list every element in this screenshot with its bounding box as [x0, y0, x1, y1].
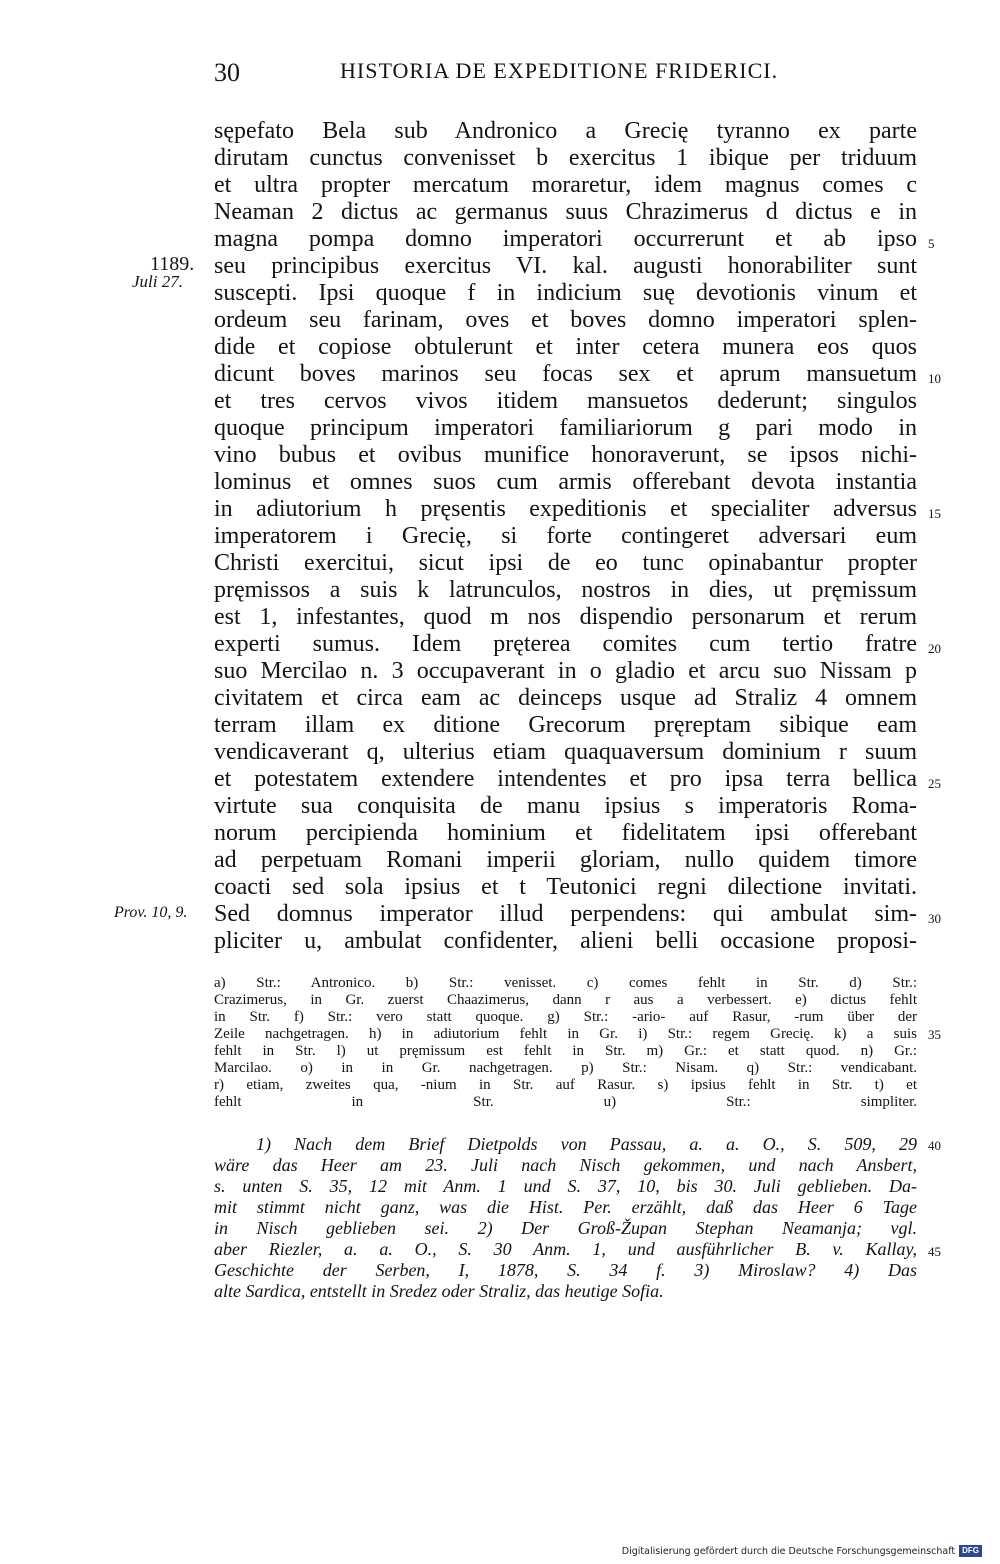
line-number: 40 [928, 1138, 941, 1153]
text-line: virtute sua conquisita de manu ipsius s imperatoris Roma- [214, 793, 917, 819]
footnote-line: alte Sardica, entstellt in Sredez oder Straliz, das heutige Sofia. [214, 1281, 664, 1301]
digitization-credit [622, 1545, 982, 1557]
margin-year: 1189. [150, 253, 195, 275]
apparatus-line: r) etiam, zweites qua, -nium in Str. auf Rasur. s) ipsius fehlt in Str. t) et [214, 1077, 917, 1093]
running-title: HISTORIA DE EXPEDITIONE FRIDERICI. [340, 58, 779, 83]
text-line: et tres cervos vivos itidem mansuetos dederunt; singulos [214, 388, 917, 414]
footnote-line: mit stimmt nicht ganz, was die Hist. Per. erzählt, daß das Heer 6 Tage [214, 1197, 917, 1217]
footnote-line: wäre das Heer am 23. Juli nach Nisch gekommen, und nach Ansbert, [214, 1155, 917, 1175]
text-line: ordeum seu farinam, oves et boves domno imperatori splen- [214, 307, 917, 333]
text-line: pliciter u, ambulat confidenter, alieni belli occasione proposi- [214, 928, 917, 954]
apparatus-line: Zeile nachgetragen. h) in adiutorium fehlt in Gr. i) Str.: regem Grecię. k) a suis [214, 1026, 917, 1042]
dfg-logo: DFG [959, 1545, 982, 1557]
text-line: terram illam ex ditione Grecorum pręreptam sibique eam [214, 712, 917, 738]
text-line: experti sumus. Idem pręterea comites cum tertio fratre [214, 631, 917, 657]
margin-bible-reference: Prov. 10, 9. [114, 904, 188, 921]
footnote-line: Geschichte der Serben, I, 1878, S. 34 f. 3) Miroslaw? 4) Das [214, 1260, 917, 1280]
main-text [214, 118, 917, 955]
footnote-line: aber Riezler, a. a. O., S. 30 Anm. 1, und ausführlicher B. v. Kallay, [214, 1239, 917, 1259]
line-number: 45 [928, 1244, 941, 1259]
line-number: 5 [928, 236, 935, 251]
text-line: norum percipienda hominium et fidelitatem ipsi offerebant [214, 820, 917, 846]
text-line: magna pompa domno imperatori occurrerunt et ab ipso [214, 226, 917, 252]
text-line: pręmissos a suis k latrunculos, nostros in dies, ut pręmissum [214, 577, 917, 603]
text-line: vino bubus et ovibus munifice honoraverunt, se ipsos nichi- [214, 442, 917, 468]
text-line: Sed domnus imperator illud perpendens: qui ambulat sim- [214, 901, 917, 927]
text-line: dicunt boves marinos seu focas sex et aprum mansuetum [214, 361, 917, 387]
text-line: dide et copiose obtulerunt et inter cetera munera eos quos [214, 334, 917, 360]
page-number: 30 [214, 58, 240, 87]
apparatus-line: Crazimerus, in Gr. zuerst Chaazimerus, dann r aus a verbessert. e) dictus fehlt [214, 992, 917, 1008]
text-line: civitatem et circa eam ac deinceps usque ad Straliz 4 omnem [214, 685, 917, 711]
footnote-line: s. unten S. 35, 12 mit Anm. 1 und S. 37, 10, bis 30. Juli geblieben. Da- [214, 1176, 917, 1196]
text-line: vendicaverant q, ulterius etiam quaquaversum dominium r suum [214, 739, 917, 765]
line-number: 35 [928, 1027, 941, 1042]
text-line: coacti sed sola ipsius et t Teutonici regni dilectione invitati. [214, 874, 917, 900]
footnote-line: 1) Nach dem Brief Dietpolds von Passau, a. a. O., S. 509, 29 [256, 1134, 917, 1154]
text-line: lominus et omnes suos cum armis offerebant devota instantia [214, 469, 917, 495]
apparatus-line: Marcilao. o) in in Gr. nachgetragen. p) Str.: Nisam. q) Str.: vendicabant. [214, 1060, 917, 1076]
critical-apparatus [214, 975, 917, 1111]
line-number: 25 [928, 776, 941, 791]
text-line: et ultra propter mercatum moraretur, idem magnus comes c [214, 172, 917, 198]
footnote-line: in Nisch geblieben sei. 2) Der Groß-Župan Stephan Neamanja; vgl. [214, 1218, 917, 1238]
text-line: dirutam cunctus convenisset b exercitus 1 ibique per triduum [214, 145, 917, 171]
text-line: seu principibus exercitus VI. kal. augusti honorabiliter sunt [214, 253, 917, 279]
text-line: ad perpetuam Romani imperii gloriam, nullo quidem timore [214, 847, 917, 873]
text-line: imperatorem i Grecię, si forte contingeret adversari eum [214, 523, 917, 549]
text-line: Christi exercitui, sicut ipsi de eo tunc opinabantur propter [214, 550, 917, 576]
apparatus-line: a) Str.: Antronico. b) Str.: venisset. c) comes fehlt in Str. d) Str.: [214, 975, 917, 991]
apparatus-line: fehlt in Str. l) ut pręmissum est fehlt in Str. m) Gr.: et statt quod. n) Gr.: [214, 1043, 917, 1059]
text-line: et potestatem extendere intendentes et pro ipsa terra bellica [214, 766, 917, 792]
text-line: quoque principum imperatori familiariorum g pari modo in [214, 415, 917, 441]
text-line: suo Mercilao n. 3 occupaverant in o gladio et arcu suo Nissam p [214, 658, 917, 684]
apparatus-line: in Str. f) Str.: vero statt quoque. g) Str.: -ario- auf Rasur, -rum über der [214, 1009, 917, 1025]
text-line: sępefato Bela sub Andronico a Grecię tyranno ex parte [214, 118, 917, 144]
text-line: suscepti. Ipsi quoque f in indicium suę devotionis vinum et [214, 280, 917, 306]
text-line: est 1, infestantes, quod m nos dispendio personarum et rerum [214, 604, 917, 630]
line-number: 20 [928, 641, 941, 656]
credit-text: Digitalisierung gefördert durch die Deutsche Forschungsgemeinschaft [621, 1545, 956, 1557]
text-line: in adiutorium h pręsentis expeditionis et specialiter adversus [214, 496, 917, 522]
line-number: 30 [928, 911, 941, 926]
text-line: Neaman 2 dictus ac germanus suus Chrazimerus d dictus e in [214, 199, 917, 225]
line-number: 10 [928, 371, 941, 386]
apparatus-line: fehlt in Str. u) Str.: simpliter. [214, 1094, 917, 1110]
footnotes [214, 1134, 917, 1302]
line-number: 15 [928, 506, 941, 521]
margin-date: Juli 27. [132, 272, 183, 291]
